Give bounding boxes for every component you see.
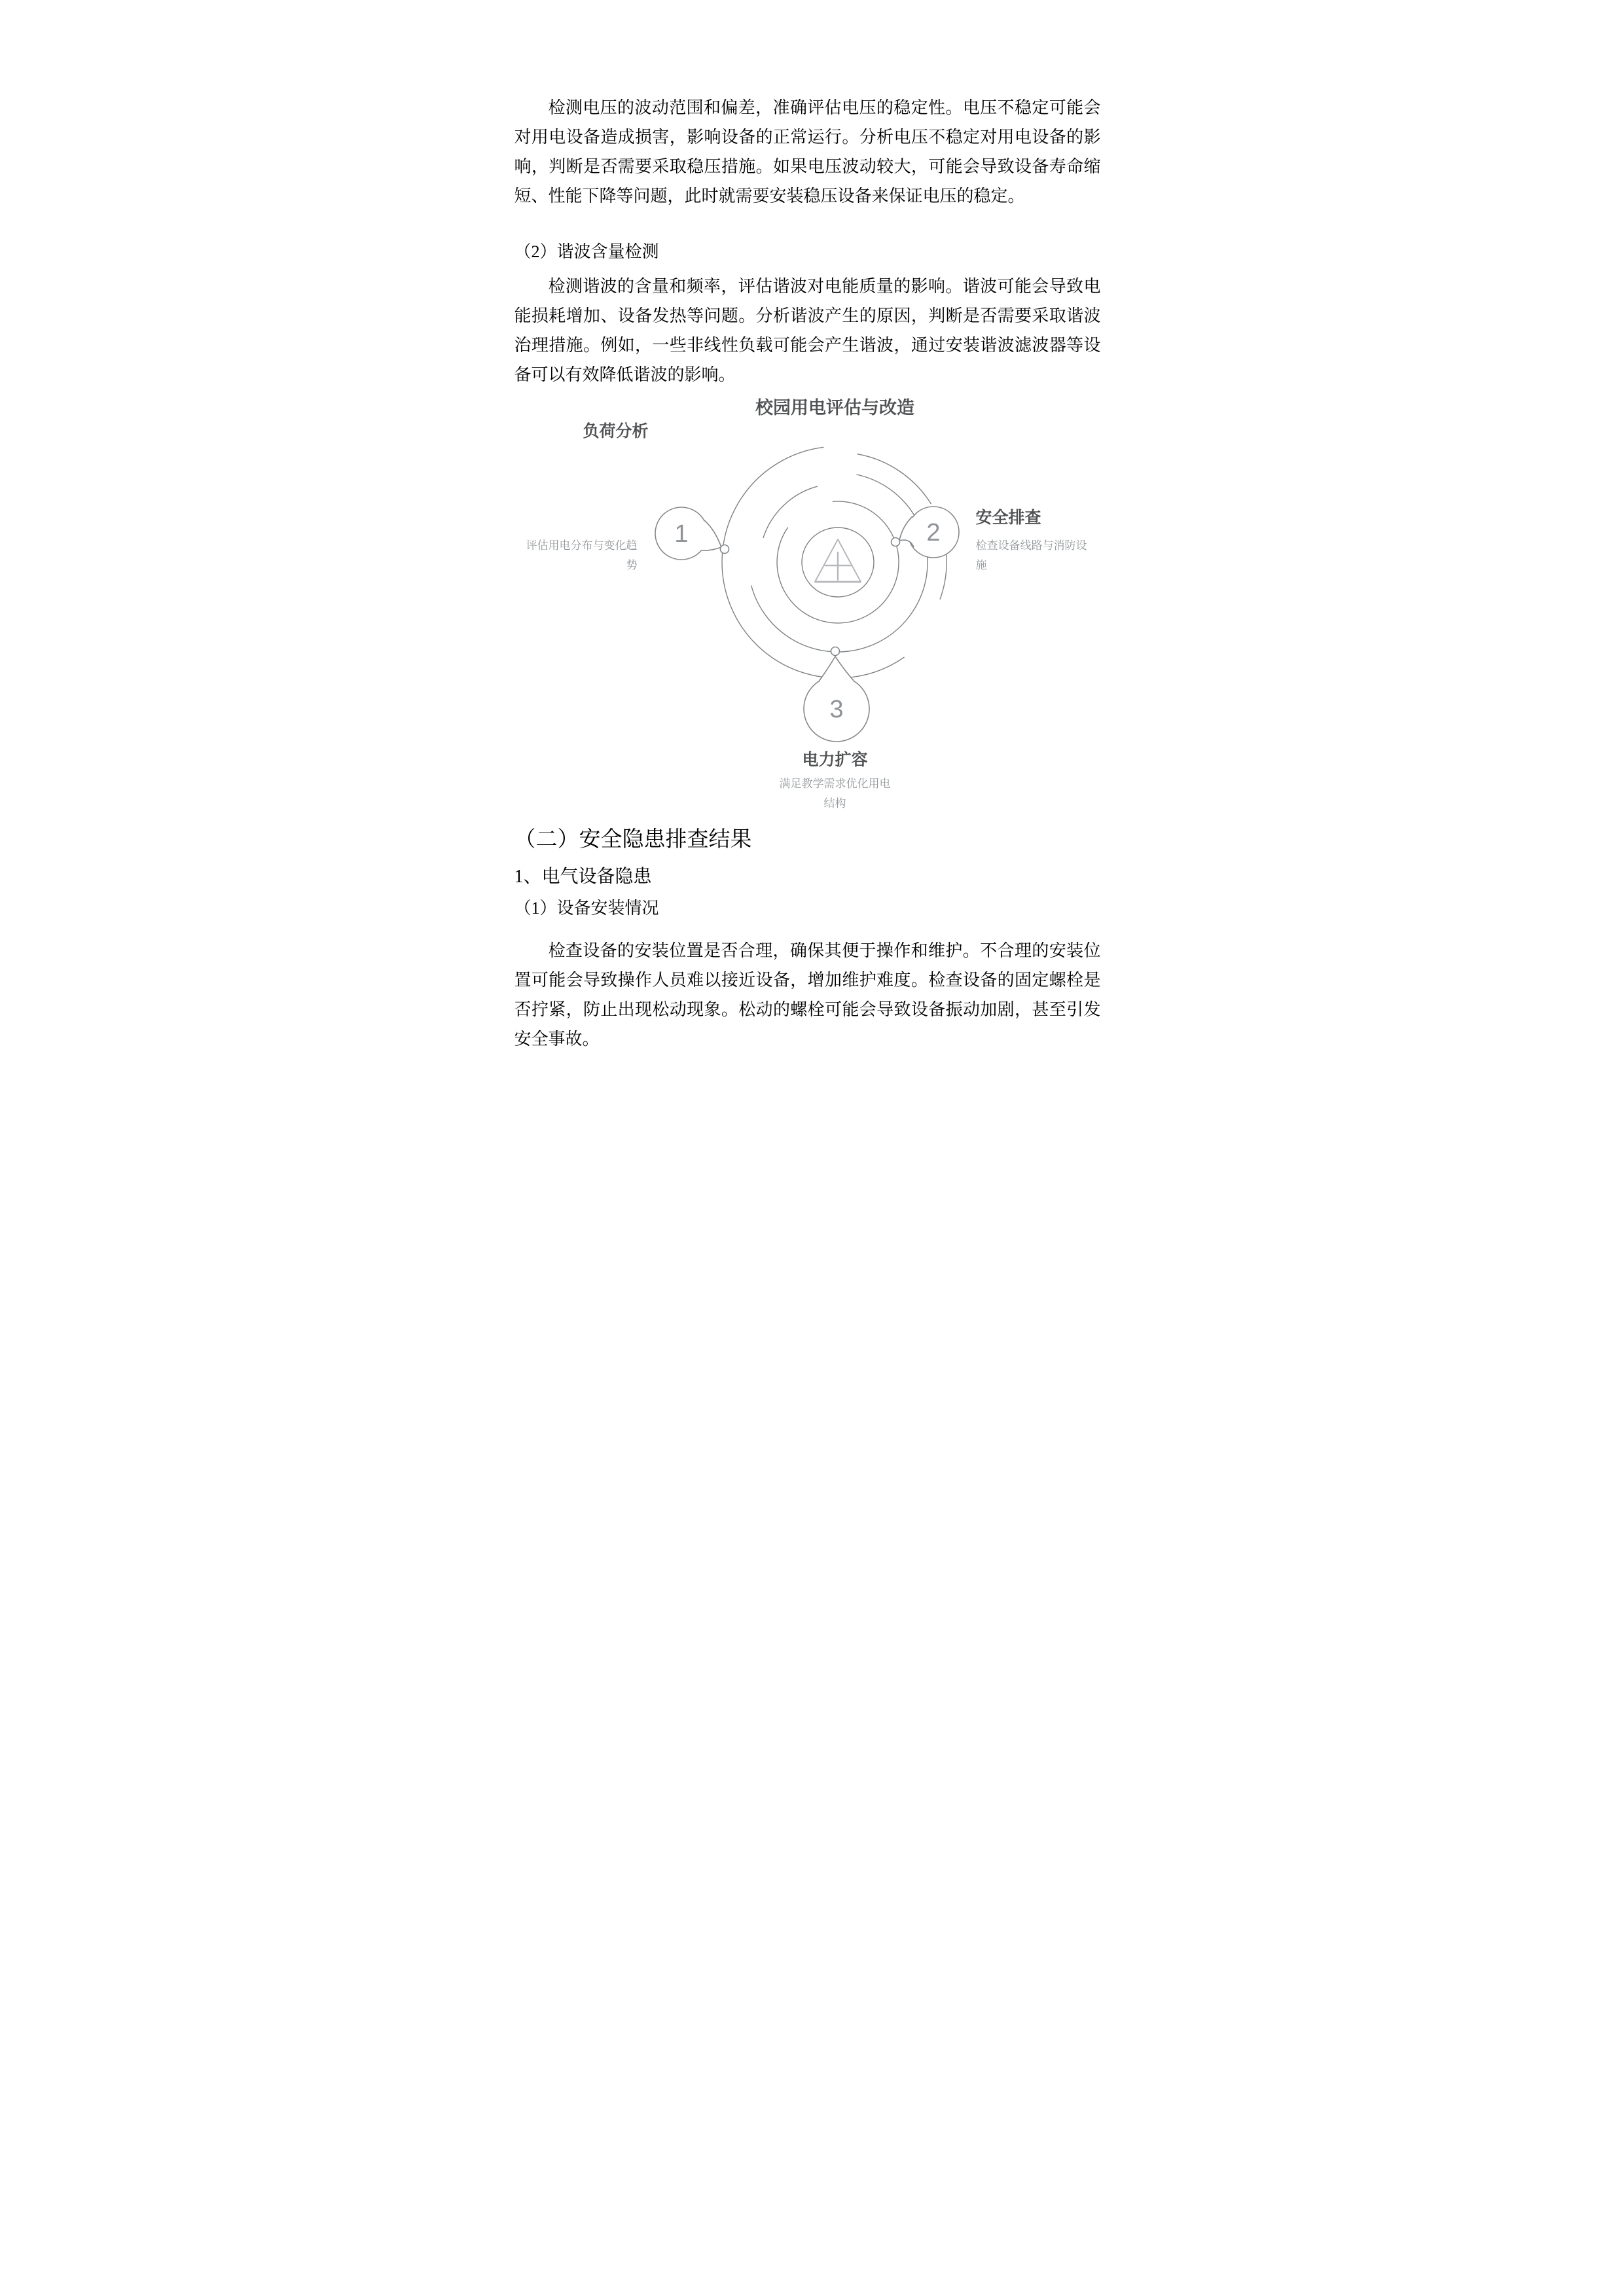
heading-harmonic-detection: （2）谐波含量检测: [514, 242, 659, 261]
step-3-label: 电力扩容: [802, 751, 868, 769]
step-1-number: 1: [674, 520, 689, 548]
step-2-number: 2: [926, 519, 941, 547]
spiral-topleft-short-arc: [763, 486, 817, 538]
step-2-bubble-tail: [899, 516, 914, 547]
paragraph-equipment-installation: 检查设备的安装位置是否合理，确保其便于操作和维护。不合理的安装位置可能会导致操作人员难以接近设备，增加维护难度。检查设备的固定螺栓是否拧紧，防止出现松动现象。松动的螺栓可能会导致设备振动加剧，甚至引发安全事故。: [514, 941, 1101, 1049]
step-1-node: [720, 545, 729, 554]
step-1-label: 负荷分析: [583, 422, 649, 440]
step-1-bubble-tail: [701, 520, 721, 550]
document-content: [514, 0, 1110, 1054]
heading-equipment-installation: （1）设备安装情况: [514, 899, 659, 918]
paragraph-voltage-detection: 检测电压的波动范围和偏差，准确评估电压的稳定性。电压不稳定可能会对用电设备造成损害，影响设备的正常运行。分析电压不稳定对用电设备的影响，判断是否需要采取稳压措施。如果电压波动较大，可能会导致设备寿命缩短、性能下降等问题，此时就需要安装稳压设备来保证电压的稳定。: [514, 98, 1101, 206]
step-3-node: [831, 647, 839, 656]
step-2-label: 安全排查: [975, 509, 1041, 527]
step-1-description: 评估用电分布与变化趋势: [526, 539, 638, 571]
diagram-title: 校园用电评估与改造: [755, 398, 914, 418]
spiral-outer-topright-arc: [857, 454, 931, 504]
step-3-bubble-tail: [819, 656, 854, 681]
campus-power-diagram: [514, 421, 1110, 819]
step-1-marker: [655, 507, 729, 560]
step-2-marker: [891, 507, 959, 558]
step-2-description: 检查设备线路与消防设施: [975, 539, 1087, 571]
document-page: [406, 0, 1218, 1148]
caution-triangle-plus-icon: [815, 539, 861, 582]
heading-electrical-equipment-hazards: 1、电气设备隐患: [514, 867, 652, 887]
step-3-marker: [804, 647, 869, 742]
heading-safety-inspection-results: （二）安全隐患排查结果: [514, 828, 752, 852]
spiral-rings: [722, 447, 947, 678]
step-3-number: 3: [829, 696, 844, 723]
step-2-node: [891, 538, 899, 547]
step-3-description: 满足教学需求优化用电结构: [779, 778, 891, 810]
paragraph-harmonic-detection: 检测谐波的含量和频率，评估谐波对电能质量的影响。谐波可能会导致电能损耗增加、设备发热等问题。分析谐波产生的原因，判断是否需要采取谐波治理措施。例如，一些非线性负载可能会产生谐波，通过安装谐波滤波器等设备可以有效降低谐波的影响。: [514, 277, 1101, 384]
